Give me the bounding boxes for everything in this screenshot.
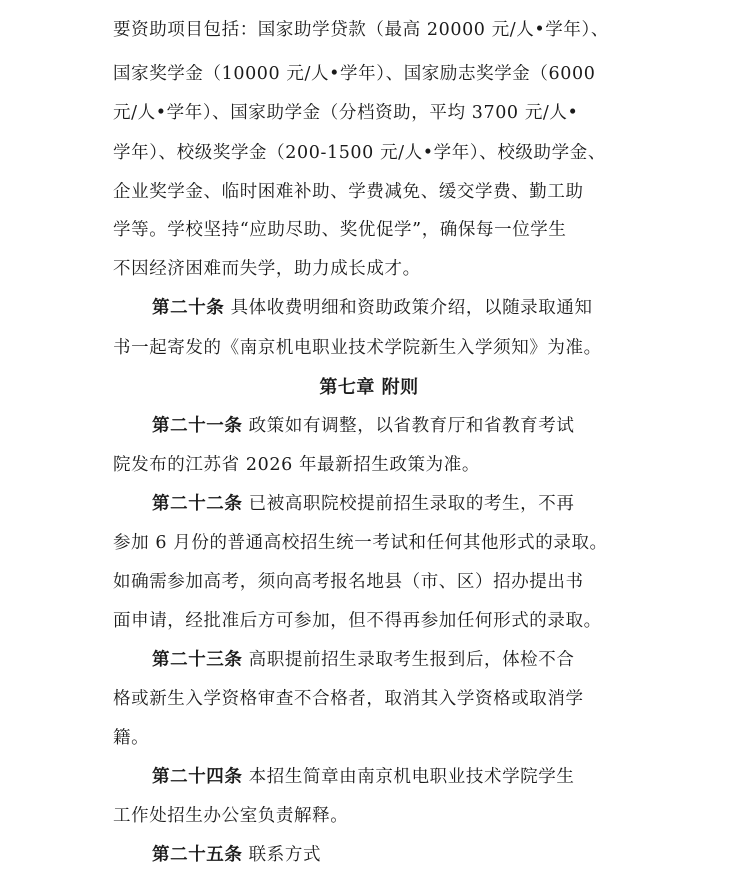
article-23-text: 高职提前招生录取考生报到后，体检不合 bbox=[248, 650, 575, 670]
aid-paragraph-line: 学年）、校级奖学金（200-1500 元/人•学年）、校级助学金、 bbox=[113, 143, 606, 163]
article-24-line bbox=[152, 765, 574, 789]
aid-paragraph-line: 企业奖学金、临时困难补助、学费减免、缓交学费、勤工助 bbox=[113, 182, 584, 202]
article-20-label: 第二十条 bbox=[152, 298, 225, 318]
article-22-line: 如确需参加高考，须向高考报名地县（市、区）招办提出书 bbox=[113, 572, 584, 592]
chapter-7-heading: 第七章 附则 bbox=[319, 377, 419, 398]
article-25-text: 联系方式 bbox=[248, 845, 322, 865]
article-24-label: 第二十四条 bbox=[152, 767, 243, 787]
article-23-line: 籍。 bbox=[113, 728, 150, 748]
aid-paragraph-line: 学等。学校坚持“应助尽助、奖优促学”，确保每一位学生 bbox=[113, 220, 567, 240]
article-25-line bbox=[152, 843, 321, 867]
aid-paragraph-line: 国家奖学金（10000 元/人•学年）、国家励志奖学金（6000 bbox=[113, 64, 596, 84]
article-24-line: 工作处招生办公室负责解释。 bbox=[113, 806, 349, 826]
article-20-line: 书一起寄发的《南京机电职业技术学院新生入学须知》为准。 bbox=[113, 338, 602, 358]
article-22-line: 参加 6 月份的普通高校招生统一考试和任何其他形式的录取。 bbox=[113, 533, 608, 553]
article-24-text: 本招生简章由南京机电职业技术学院学生 bbox=[248, 767, 575, 787]
article-23-line bbox=[152, 648, 574, 672]
aid-paragraph-line: 不因经济困难而失学，助力成长成才。 bbox=[113, 259, 421, 279]
article-20-text: 具体收费明细和资助政策介绍，以随录取通知 bbox=[230, 298, 593, 318]
article-22-text: 已被高职院校提前招生录取的考生，不再 bbox=[248, 494, 575, 514]
article-21-line: 院发布的江苏省 2026 年最新招生政策为准。 bbox=[113, 455, 480, 475]
article-25-label: 第二十五条 bbox=[152, 845, 243, 865]
article-22-line bbox=[152, 492, 574, 516]
aid-paragraph-line: 元/人•学年）、国家助学金（分档资助，平均 3700 元/人• bbox=[113, 103, 579, 123]
article-21-label: 第二十一条 bbox=[152, 416, 243, 436]
article-20-line bbox=[152, 296, 593, 320]
aid-paragraph-line: 要资助项目包括：国家助学贷款（最高 20000 元/人•学年）、 bbox=[113, 20, 609, 40]
article-21-text: 政策如有调整，以省教育厅和省教育考试 bbox=[248, 416, 575, 436]
article-23-label: 第二十三条 bbox=[152, 650, 243, 670]
article-22-line: 面申请，经批准后方可参加，但不得再参加任何形式的录取。 bbox=[113, 611, 602, 631]
article-22-label: 第二十二条 bbox=[152, 494, 243, 514]
article-21-line bbox=[152, 414, 574, 438]
article-23-line: 格或新生入学资格审查不合格者，取消其入学资格或取消学 bbox=[113, 689, 584, 709]
